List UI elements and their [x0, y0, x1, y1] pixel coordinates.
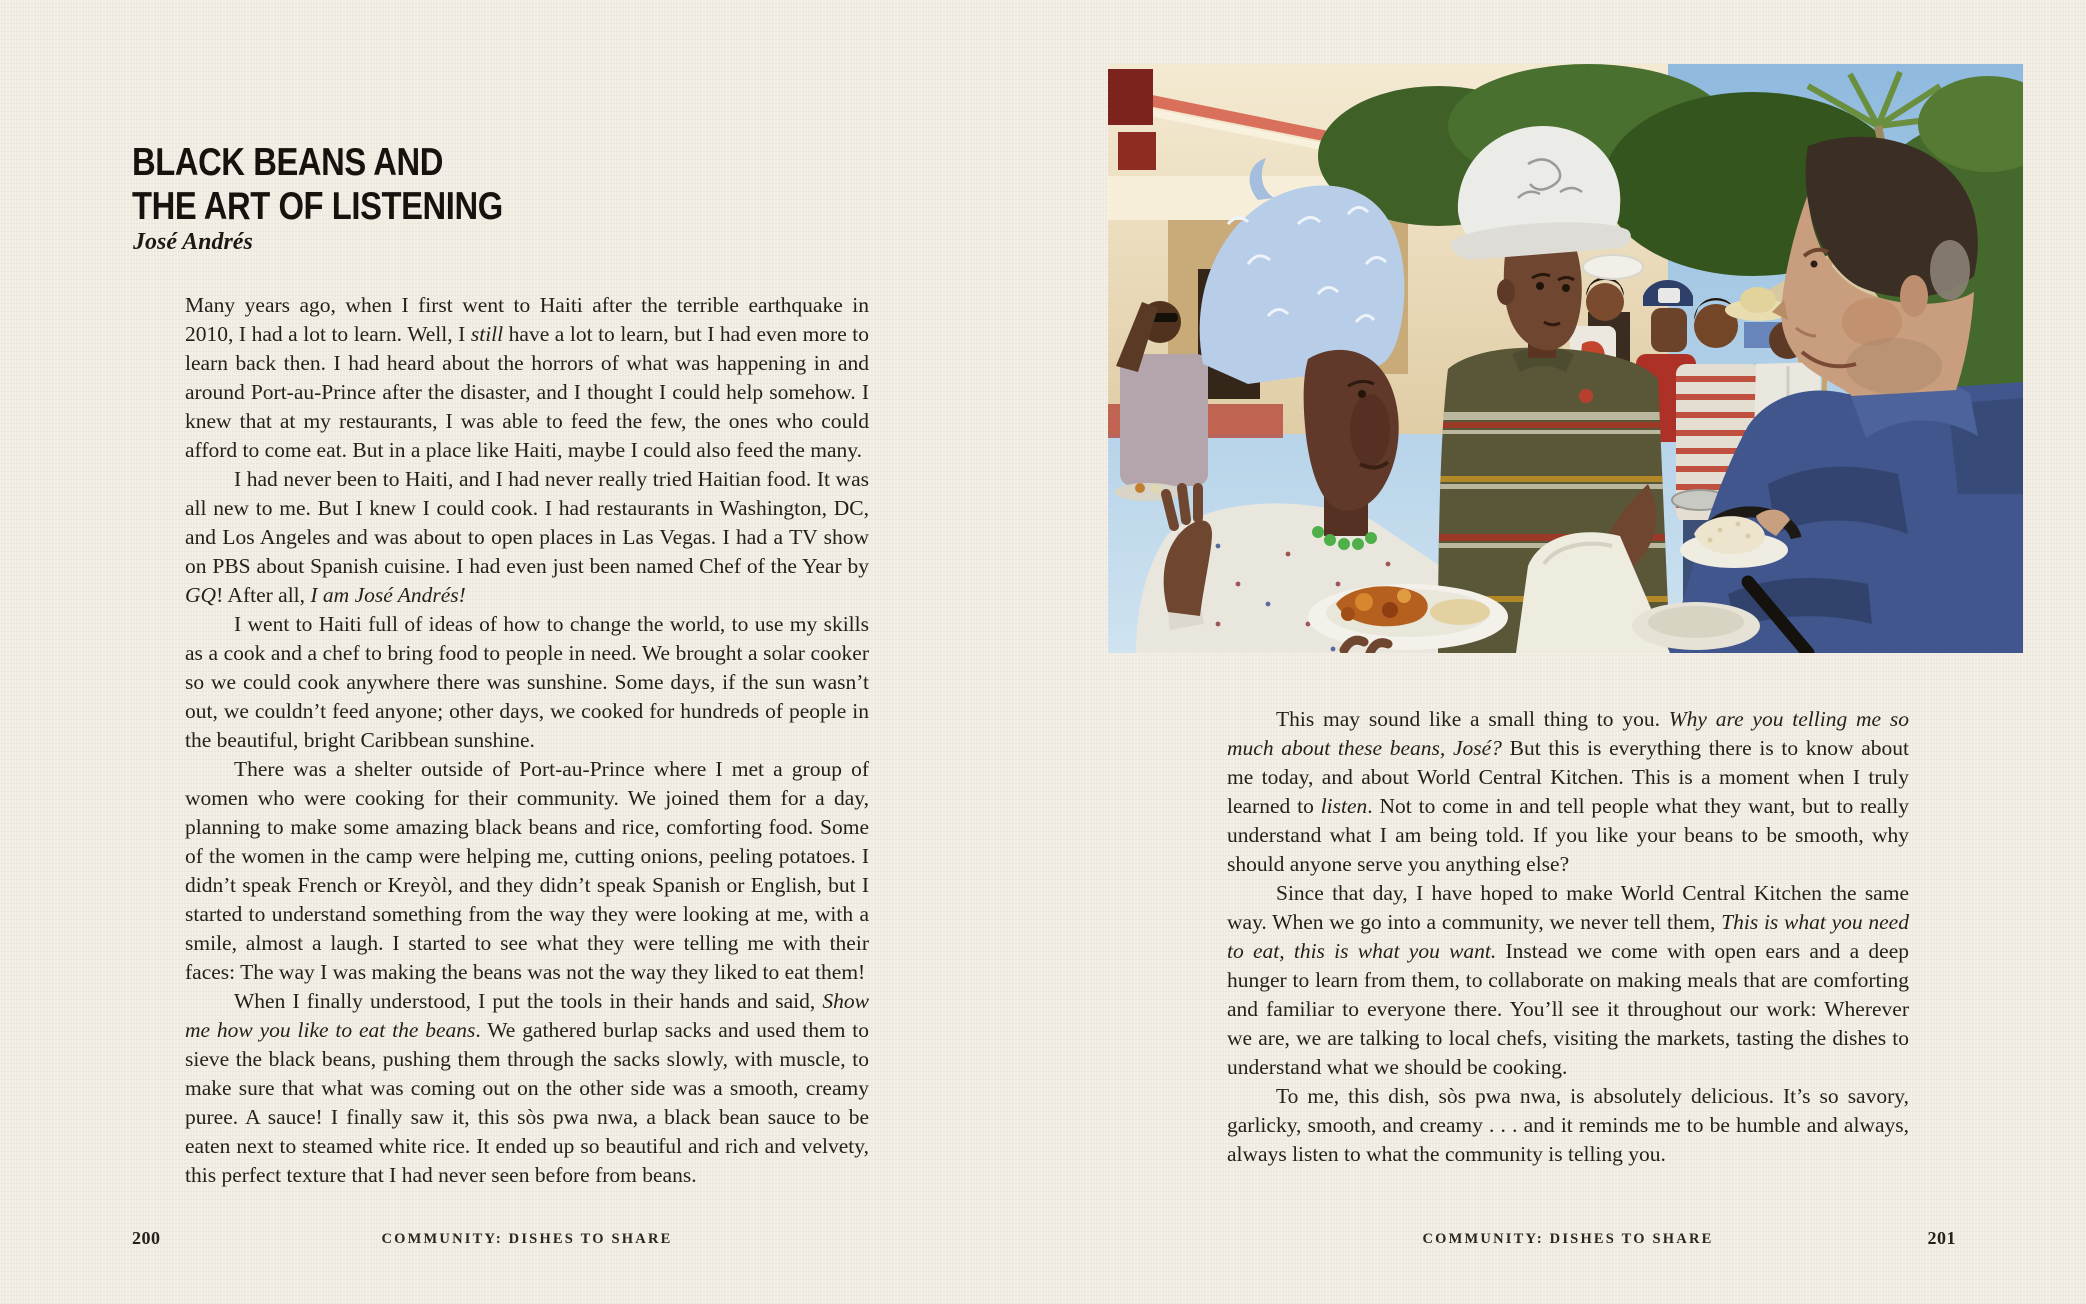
- page-number-left: 200: [132, 1228, 161, 1248]
- paragraph: There was a shelter outside of Port-au-Prince where I met a group of women who were cooking for their community. We joined them for a day, planning to make some amazing black beans and rice, comforting food. Some of the women in the camp were helping me, cutting onions, peeling potatoes. I didn’t speak French or Kreyòl, and they didn’t speak Spanish or English, but I started to understand something from the way they were looking at me, with a smile, almost a laugh. I started to see what they were telling me with their faces: The way I was making the beans was not the way they liked to eat them!: [185, 757, 869, 984]
- page-number-right: 201: [1927, 1228, 1956, 1248]
- chapter-title-line2: THE ART OF LISTENING: [132, 185, 503, 228]
- paragraph: To me, this dish, sòs pwa nwa, is absolutely delicious. It’s so savory, garlicky, smooth, and creamy . . . and it reminds me to be humble and always, always listen to what the community is telling you.: [1227, 1084, 1909, 1166]
- running-footer-left: COMMUNITY: DISHES TO SHARE: [381, 1231, 673, 1247]
- paragraph: This may sound like a small thing to you. Why are you telling me so much about these beans, José? But this is everything there is to know about me today, and about World Central Kitchen. This is a moment when I truly learned to listen. Not to come in and tell people what they want, but to really understand what I am being told. If you like your beans to be smooth, why should anyone serve you anything else?: [1227, 707, 1909, 876]
- paragraph: Many years ago, when I first went to Haiti after the terrible earthquake in 2010, I had a lot to learn. Well, I still have a lot to learn, but I had even more to learn back then. I had heard about the horrors of what was happening in and around Port-au-Prince after the disaster, and I thought I could help somehow. I knew that at my restaurants, I was able to feed the few, the ones who could afford to come eat. But in a place like Haiti, maybe I could also feed the many.: [185, 293, 869, 462]
- photo-canvas: [1108, 64, 2023, 653]
- right-text-column: [1227, 705, 1909, 1169]
- paragraph: I went to Haiti full of ideas of how to change the world, to use my skills as a cook and a chef to bring food to people in need. We brought a solar cooker so we could cook anywhere there was sunshine. Some days, if the sun wasn’t out, we couldn’t feed anyone; other days, we cooked for hundreds of people in the beautiful, bright Caribbean sunshine.: [185, 612, 869, 752]
- left-text-column: [185, 291, 869, 1190]
- paragraph: Since that day, I have hoped to make World Central Kitchen the same way. When we go into a community, we never tell them, This is what you need to eat, this is what you want. Instead we come with open ears and a deep hunger to learn from them, to collaborate on making meals that are comforting and familiar to everyone there. You’ll see it throughout our work: Wherever we are, we are talking to local chefs, visiting the markets, tasting the dishes to understand what we should be cooking.: [1227, 881, 1909, 1079]
- paragraph: I had never been to Haiti, and I had never really tried Haitian food. It was all new to me. But I knew I could cook. I had restaurants in Washington, DC, and Los Angeles and was about to open places in Las Vegas. I had a TV show on PBS about Spanish cuisine. I had even just been named Chef of the Year by GQ! After all, I am José Andrés!: [185, 467, 869, 607]
- author-byline: José Andrés: [133, 229, 253, 255]
- running-footer-right: COMMUNITY: DISHES TO SHARE: [1422, 1231, 1714, 1247]
- paragraph: When I finally understood, I put the tools in their hands and said, Show me how you like to eat the beans. We gathered burlap sacks and used them to sieve the black beans, pushing them through the sacks slowly, with muscle, to make sure that what was coming out on the other side was a smooth, creamy puree. A sauce! I finally saw it, this sòs pwa nwa, a black bean sauce to be eaten next to steamed white rice. It ended up so beautiful and rich and velvety, this perfect texture that I had never seen before from beans.: [185, 989, 869, 1187]
- chapter-title: [132, 141, 503, 229]
- photo-haiti-food-line: [1108, 64, 2023, 653]
- chapter-title-line1: BLACK BEANS AND: [132, 141, 443, 184]
